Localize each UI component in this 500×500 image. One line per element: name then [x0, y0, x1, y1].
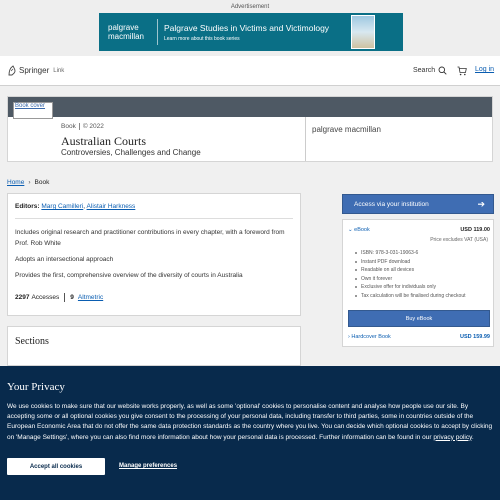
sections-card — [7, 326, 301, 366]
springer-link-logo[interactable] — [7, 65, 64, 76]
sections-title: Sections — [15, 336, 49, 347]
brand-sub: Link — [53, 67, 65, 74]
book-year: © 2022 — [82, 123, 104, 130]
brand-name: Springer — [19, 66, 50, 75]
ad-label: Advertisement — [230, 4, 270, 10]
hero-band — [8, 97, 492, 117]
access-via-institution-button[interactable] — [342, 194, 494, 214]
arrow-right-icon: ➔ — [477, 199, 485, 209]
breadcrumb — [7, 179, 49, 186]
publisher-divider — [305, 117, 306, 161]
ad-logo-line2: macmillan — [108, 32, 145, 41]
editor-link[interactable]: Alistair Harkness — [86, 203, 136, 210]
search-icon — [438, 66, 447, 75]
vat-note: Price excludes VAT (USA) — [430, 237, 488, 243]
ad-divider — [157, 19, 158, 45]
cart-icon[interactable] — [457, 66, 467, 76]
ebook-option[interactable] — [348, 227, 490, 233]
ebook-label-wrap — [348, 227, 370, 233]
privacy-body: We use cookies to make sure that our website works properly, as well as some 'optional' cookies to personalise content and analyse how people use our site. By accepting some or all optional cookies you give consent to the processing of your personal data, including transfer to third parties, some in countries outside of the European Economic Area that do not offer the same data protection standards as the country where you live. You can decide which optional cookies to accept by clicking on 'Manage Settings', where you can also find more information about how your personal data is processed. Further information can be found in our — [7, 403, 493, 441]
list-item: ISBN: 978-3-031-19063-6 — [355, 249, 466, 258]
ad-subtitle: Learn more about this book series — [164, 35, 240, 42]
chevron-down-icon: ⌄ — [348, 227, 355, 233]
list-item: Readable on all devices — [355, 266, 466, 275]
editors-line: Editors: Marg Camilleri, Alistair Harkness — [15, 203, 136, 210]
metric-divider — [64, 293, 65, 302]
divider — [15, 218, 293, 219]
editors-label: Editors: — [15, 203, 40, 210]
ad-book-image — [351, 15, 375, 49]
hardcover-label: Hardcover Book — [351, 334, 391, 340]
book-meta — [61, 123, 104, 130]
privacy-text — [7, 402, 495, 443]
breadcrumb-current: Book — [34, 179, 50, 186]
altmetric-link[interactable]: Altmetric — [77, 294, 104, 301]
list-item: Tax calculation will be finalised during checkout — [355, 292, 466, 301]
privacy-policy-link[interactable]: privacy policy — [433, 433, 472, 441]
book-hero — [7, 96, 493, 162]
hardcover-price: USD 159.99 — [460, 334, 490, 340]
login-link[interactable]: Log in — [475, 66, 495, 73]
accesses-count: 2297 — [15, 294, 30, 301]
feature-item: Provides the first, comprehensive overview of the diversity of courts in Australia — [15, 272, 243, 279]
list-item: Own it forever — [355, 275, 466, 284]
editor-link[interactable]: Marg Camilleri — [41, 203, 84, 210]
privacy-suffix: . — [471, 433, 474, 441]
privacy-title: Your Privacy — [7, 381, 65, 393]
book-title: Australian Courts — [61, 134, 146, 148]
feature-item: Includes original research and practitioner contributions in every chapter, with a foreword from Prof. Rob White — [15, 229, 285, 247]
privacy-banner — [0, 366, 500, 500]
chevron-right-icon: › — [28, 179, 31, 186]
springer-horse-icon — [7, 65, 17, 76]
access-label: Access via your institution — [354, 200, 429, 208]
metrics — [15, 293, 293, 302]
book-cover-image[interactable]: Book cover — [13, 102, 53, 119]
ad-logo-line1: palgrave — [108, 23, 139, 32]
altmetric-count: 9 — [70, 294, 74, 301]
ad-publisher-logo — [99, 23, 157, 41]
search-button[interactable] — [413, 66, 447, 75]
site-header — [0, 56, 500, 86]
hardcover-label-wrap — [348, 334, 391, 340]
list-item: Exclusive offer for individuals only — [355, 283, 466, 292]
search-label: Search — [413, 67, 436, 74]
book-subtitle: Controversies, Challenges and Change — [61, 148, 201, 157]
hardcover-option[interactable] — [348, 334, 490, 340]
ad-title: Palgrave Studies in Victims and Victimology — [164, 22, 330, 33]
advertisement-strip — [0, 0, 500, 56]
ebook-label: eBook — [354, 227, 370, 233]
breadcrumb-home[interactable]: Home — [7, 179, 25, 186]
book-info-card — [7, 193, 301, 316]
manage-preferences-button[interactable]: Manage preferences — [119, 463, 178, 469]
ebook-price: USD 119.00 — [460, 227, 490, 233]
accept-all-cookies-button[interactable]: Accept all cookies — [7, 458, 105, 475]
feature-item: Adopts an intersectional approach — [15, 256, 114, 263]
list-item: Instant PDF download — [355, 258, 466, 267]
meta-divider — [79, 123, 80, 130]
publisher-logo: palgrave macmillan — [312, 125, 381, 134]
accesses-label: Accesses — [31, 294, 60, 301]
buy-ebook-button[interactable]: Buy eBook — [348, 310, 490, 327]
ad-text — [164, 23, 351, 42]
chevron-right-icon: › — [348, 334, 352, 340]
book-type: Book — [61, 123, 76, 130]
ebook-features — [355, 249, 466, 301]
buy-box — [342, 219, 494, 347]
ad-banner[interactable] — [99, 13, 403, 51]
